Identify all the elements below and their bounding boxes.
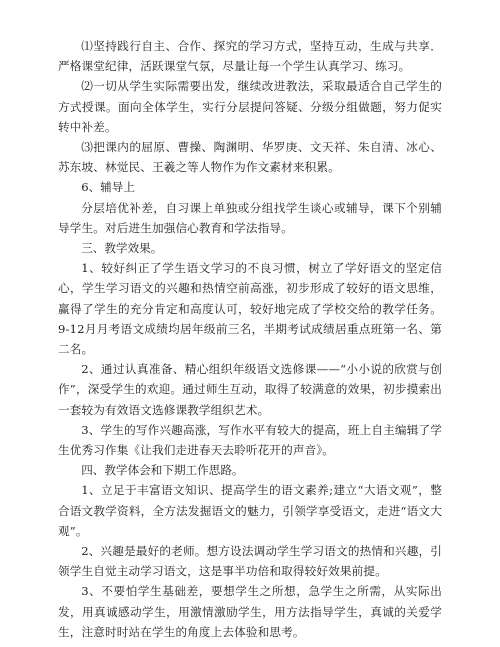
- section-heading-results: 三、教学效果。: [81, 241, 163, 256]
- paragraph-1: ⑴坚持践行自主、合作、探究的学习方式，坚持互动，生成与共享．严格课堂纪律，活跃课堂气氛，尽量让每一个学生认真学习、练习。: [58, 39, 442, 74]
- paragraph-result-3: 3、学生的写作兴趣高涨，写作水平有较大的提高，班上自主编辑了学生优秀习作集《让我们走进春天去聆听花开的声音》。: [58, 422, 442, 458]
- paragraph-reflection-3: 3、不要怕学生基础差，要想学生之所想，急学生之所需，从实际出发，用真诚感动学生，用激情激励学生，用方法指导学生，真诚的关爱学生，注意时时站在学生的角度上去体验和思考。: [58, 584, 442, 639]
- paragraph-result-2: 2、通过认真准备、精心组织年级语文选修课——“小小说的欣赏与创作”，深受学生的欢迎。通过师生互动，取得了较满意的效果，初步摸索出一套较为有效语文选修课教学组织艺术。: [58, 362, 442, 417]
- paragraph-tutoring: 分层培优补差，自习课上单独或分组找学生谈心或辅导，课下个别辅导学生。对后进生加强信心教育和学法指导。: [58, 200, 442, 235]
- paragraph-result-1: 1、较好纠正了学生语文学习的不良习惯，树立了学好语文的坚定信心，学生学习语文的兴趣和热情空前高涨，初步形成了较好的语文思维，赢得了学生的充分肯定和高度认可，较好地完成了学校交给的教学任务。9-12月月考语文成绩均居年级前三名，半期考试成绩居重点班第一名、第二名。: [58, 261, 442, 357]
- paragraph-reflection-2: 2、兴趣是最好的老师。想方设法调动学生学习语文的热情和兴趣，引领学生自觉主动学习语文，这是事半功倍和取得较好效果前提。: [58, 544, 442, 579]
- section-heading-reflection: 四、教学体会和下期工作思路。: [81, 463, 244, 478]
- paragraph-3: ⑶把课内的屈原、曹操、陶渊明、华罗庚、文天祥、朱自清、冰心、苏东坡、林觉民、王羲之等人物作为作文素材来积累。: [58, 140, 442, 175]
- paragraph-2: ⑵一切从学生实际需要出发，继续改进教法，采取最适合自己学生的方式授课。面向全体学生，实行分层提问答疑、分级分组做题，努力促实转中补差。: [58, 79, 442, 134]
- section-heading-tutoring: 6、辅导上: [81, 180, 135, 195]
- paragraph-reflection-1: 1、立足于丰富语文知识、提高学生的语文素养;建立“大语文观”，整合语文教学资料，全方法发掘语文的魅力，引领学享受语文，走进“语文大观”。: [58, 483, 442, 538]
